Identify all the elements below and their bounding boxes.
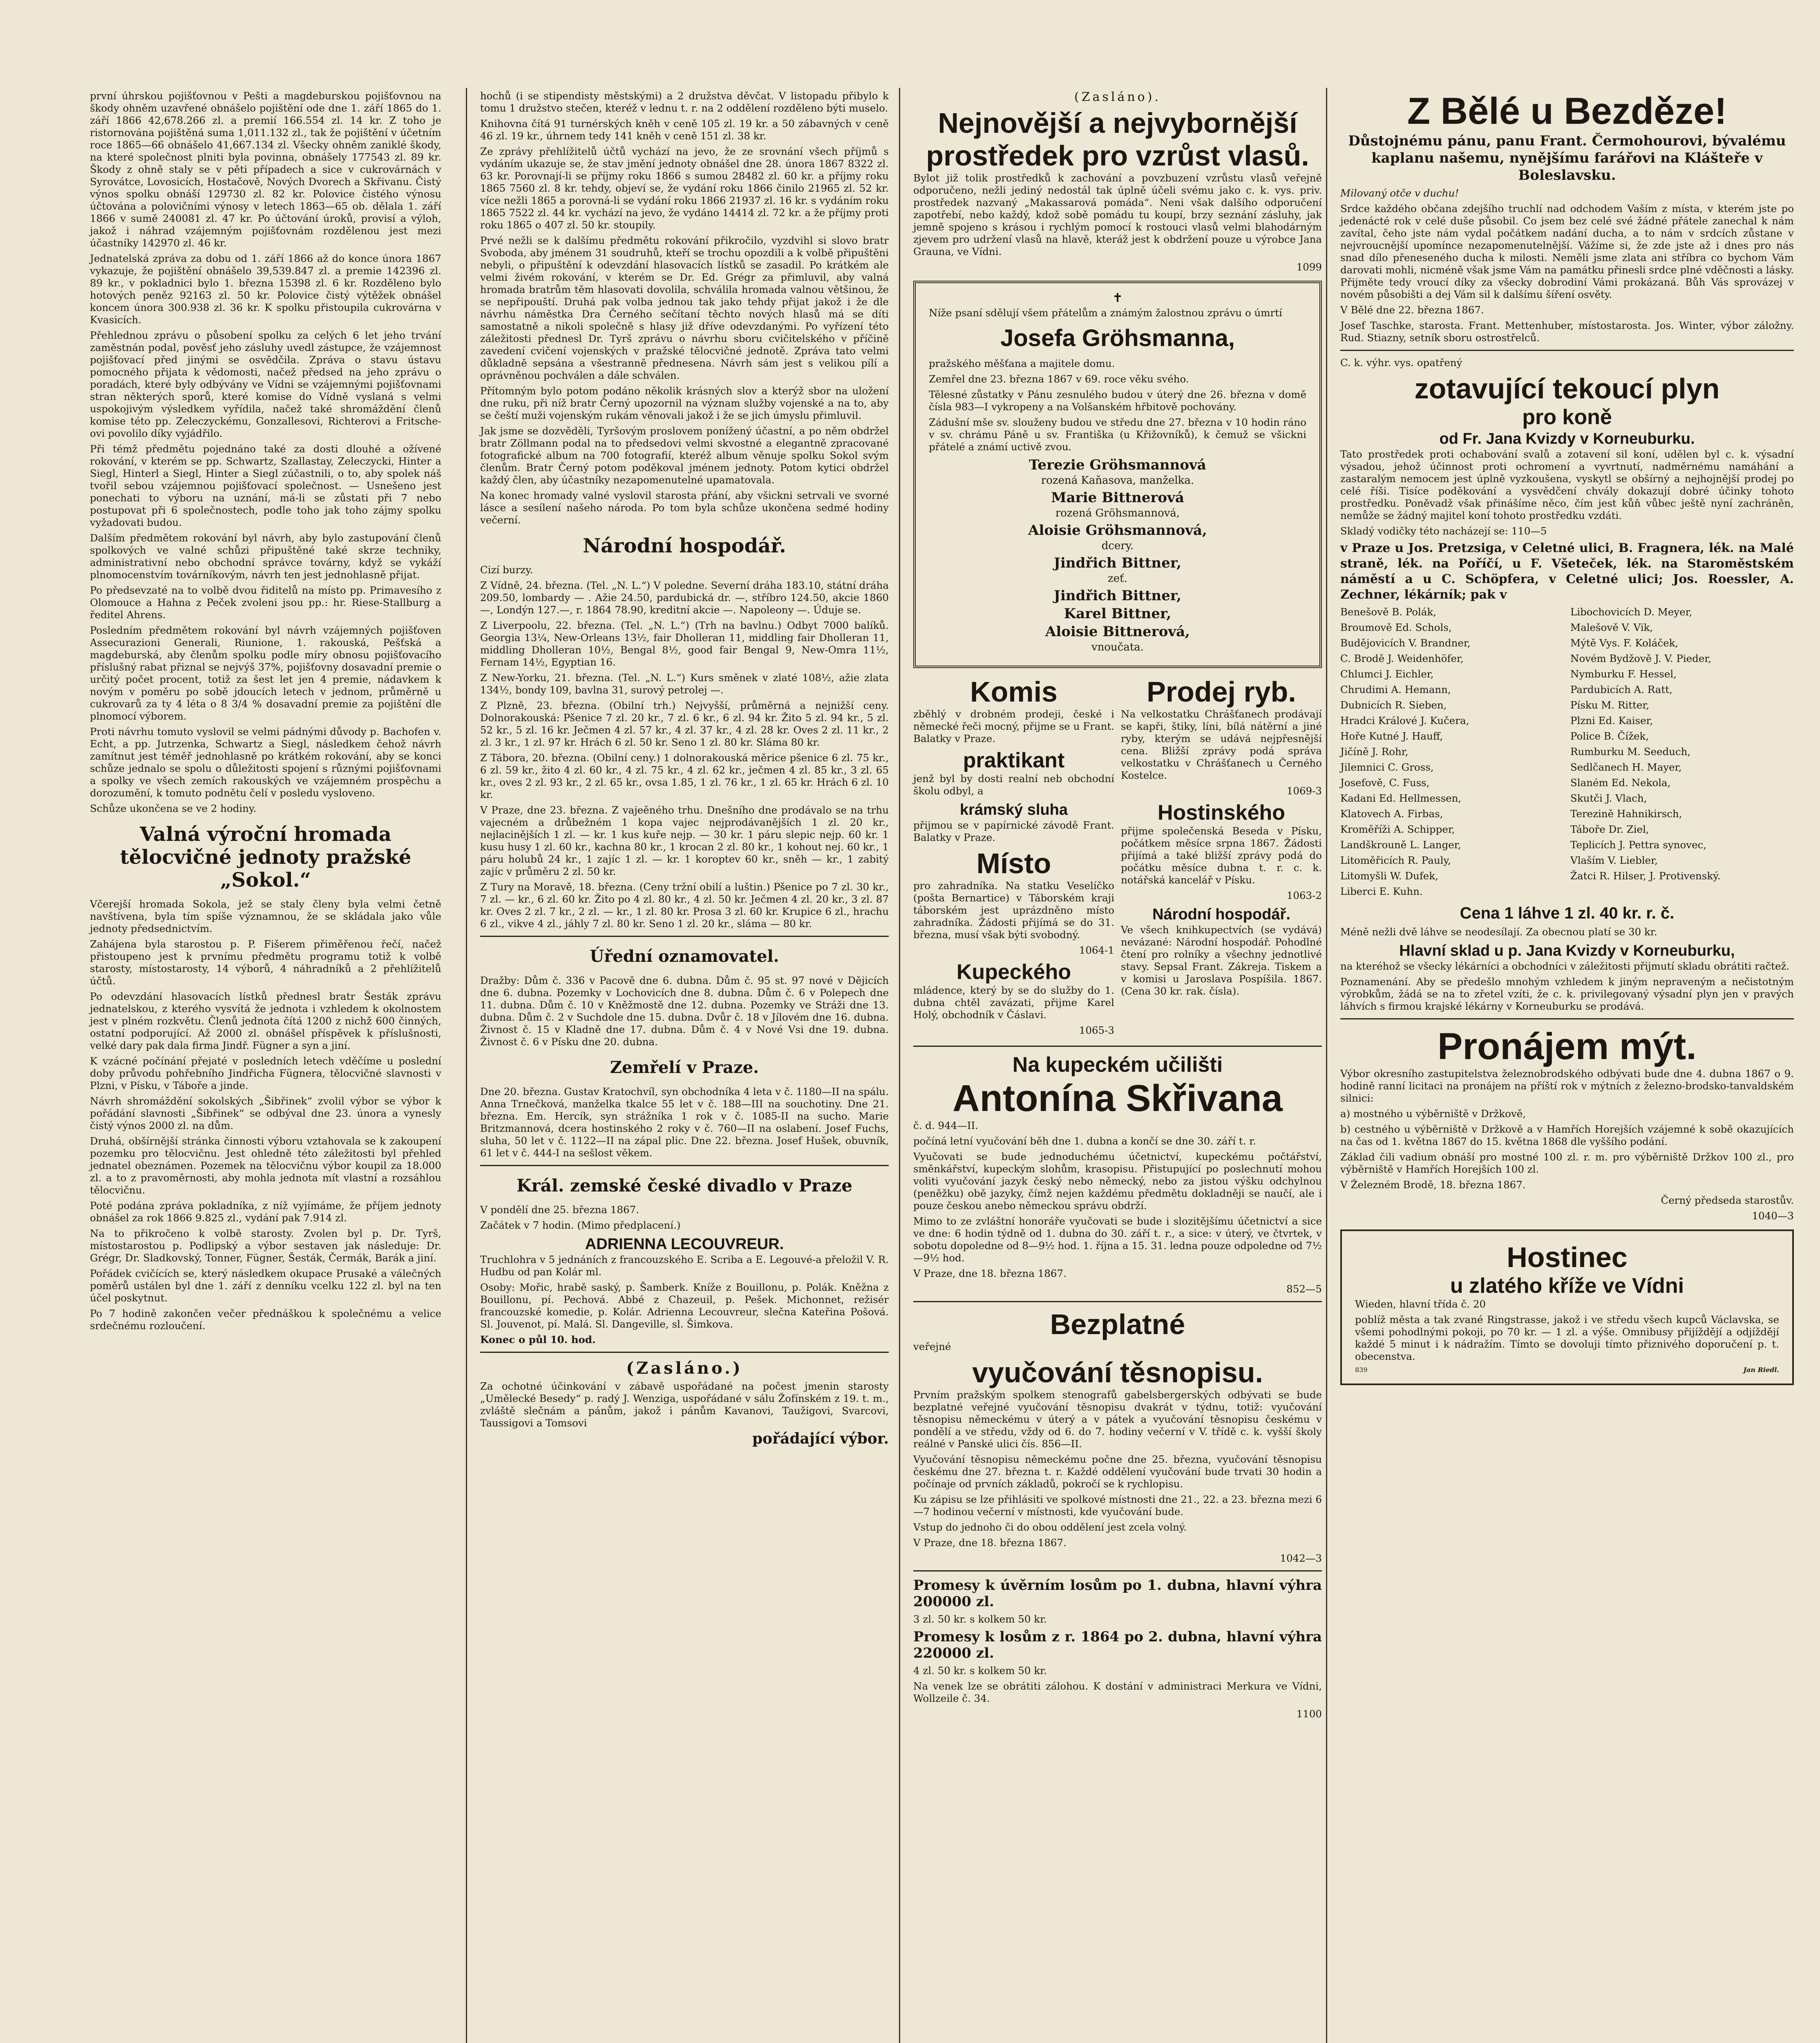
- place-item: C. Brodě J. Weidenhöfer,: [1340, 653, 1464, 664]
- paragraph: Návrh shromáždění sokolských „Šibřinek“ zvolil výbor se výbor k pořádání slavnosti „Šibřinek“ se odbýval dne 23. února a vynesly čistý výnos 2000 zl. na dům.: [90, 1095, 441, 1131]
- place-item: Terezině Hahnikirsch,: [1570, 808, 1682, 820]
- zaslano-signature: pořádající výbor.: [752, 1430, 889, 1447]
- column-rule: [899, 88, 900, 2043]
- paragraph: Po předsevzaté na to volbě dvou řiditelů na místo pp. Primavesího z Olomouce a Hahna z Peček zvoleni jsou pp.: hr. Riese-Stallburg a ředitel Ahrens.: [90, 584, 441, 621]
- misto-text: pro zahradníka. Na statku Veselíčko (pošta Bernartice) v Táborském kraji táborském jest uprázdněno místo zahradníka. Žádosti přijímá se do 31. března, musí však býti svobodný.: [913, 880, 1114, 941]
- place-item: Plzni Ed. Kaiser,: [1570, 715, 1653, 726]
- paragraph: Pořádek cvičících se, který následkem okupace Prusaké a válečných poměrů ustálen byl dne 1. září z denníku vcelku 122 zl. byl na ten účel poskytnut.: [90, 1267, 441, 1304]
- place-item: Nymburku F. Hessel,: [1570, 668, 1677, 680]
- paragraph: Dne 20. března. Gustav Kratochvíl, syn obchodníka 4 leta v č. 1180—II na spálu. Anna Trnečková, manželka tkalce 55 let v č. 188—III na souchotiny. Dne 21. března. Em. Hercík, syn strážníka 1 rok v č. 1085-II na sucho. Marie Britzmannová, dcera hostinského 2 roky v č. 760—II na oslabení. Josef Fuchs, sluha, 50 let v č. 1122—II na zápal plic. Dne 22. března. Josef Hušek, obuvník, 61 let v č. 444-I na sešlost věkem.: [480, 1086, 889, 1159]
- paragraph: Z Vídně, 24. března. (Tel. „N. L.“) V poledne. Severní dráha 183.10, státní dráha 209.50, lombardy — . Ažie 24.50, pardubická dr. —, stříbro 124.50, akcie 1860 —, Londýn 127.—, r. 1864 78.90, kreditní akcie —. Napoleony —. Úduje se.: [480, 579, 889, 616]
- zaslano-label: (Zasláno).: [1074, 90, 1161, 104]
- skola-code: 852—5: [1286, 1283, 1322, 1295]
- paragraph: Knihovna čítá 91 turnérských kněh v ceně 105 zl. 19 kr. a 50 zábavných v ceně 46 zl. 19 kr., úhrnem tedy 141 kněh v ceně 151 zl. 38 kr.: [480, 118, 889, 142]
- family-member: Aloisie Gröhsmannová,: [1028, 522, 1207, 539]
- pronajem-text2: Základ čili vadium obnáší pro mostné 100 zl. r. m. pro výběrniště Držkov 100 zl., pro výběrniště v Hamřích Horejších 100 zl.: [1340, 1151, 1794, 1175]
- plyn-sklad: Hlavní sklad u p. Jana Kvizdy v Korneuburku,: [1399, 942, 1735, 959]
- place-item: Malešově V. Vik,: [1570, 621, 1653, 633]
- divider: [913, 1301, 1322, 1302]
- promesy-2: Promesy k losům z r. 1864 po 2. dubna, hlavní výhra 220000 zl.: [913, 1629, 1322, 1661]
- uredni-heading: Úřední oznamovatel.: [590, 947, 779, 966]
- praktikant-text: jenž byl by dosti realní neb obchodní školu odbyl, a: [913, 773, 1114, 797]
- paragraph: Z Tury na Moravě, 18. března. (Ceny tržní obilí a luštin.) Pšenice po 7 zl. 30 kr., 7 zl. — kr., 6 zl. 60 kr. Žito po 4 zl. 80 kr., 4 zl. 50 kr. Ječmen 4 zl. 20 kr., 3 zl. 87 kr. Oves 2 zl. 7 kr., 2 zl. — kr., 1 zl. 80 kr. Prosa 3 zl. 60 kr. Krupice 6 zl., hrachu 6 zl., vikve 4 zl., jáhly 7 zl. 80 kr. Seno 1 zl. 20 kr., sláma — 80 kr.: [480, 881, 889, 930]
- family-role: rozená Gröhsmannová,: [1055, 507, 1180, 519]
- ads-row: [913, 675, 1322, 1040]
- plyn-sklad2: na kteréhož se všecky lékárníci a obchodníci v záležitosti přijmutí skladu obrátiti račtež.: [1340, 960, 1790, 972]
- family-member: Jindřich Bittner,: [1053, 588, 1182, 604]
- paragraph: Zahájena byla starostou p. P. Fišerem přiměřenou řečí, načež přistoupeno jest k prvnímu předmětu programu totiž k volbě starosty, místostarosty, 14 výborů, 4 náhradníků a 2 přehlížitelů účtů.: [90, 938, 441, 987]
- plyn-cena: Cena 1 láhve 1 zl. 40 kr. r. č.: [1460, 904, 1675, 922]
- hostinec-ad: [1340, 1229, 1794, 1385]
- skola-name: Antonína Skřivana: [952, 1077, 1283, 1119]
- subheading: Cizí burzy.: [480, 564, 533, 576]
- prodej-code: 1069-3: [1286, 785, 1322, 797]
- place-item: Pardubicích A. Ratt,: [1570, 684, 1672, 695]
- steno-code: 1042—3: [1280, 1552, 1322, 1564]
- place-item: Benešově B. Polák,: [1340, 606, 1437, 618]
- komis-title: Komis: [970, 676, 1058, 708]
- cross-icon: [1113, 293, 1122, 302]
- hostinsky-text: přijme společenská Beseda v Písku, počátkem měsíce srpna 1867. Žádosti přijímá a také bližší zprávy podá do počátku měsíce dubna t. r. c. k. notářská kancelář v Písku.: [1121, 825, 1322, 886]
- plyn-places-right: [1570, 606, 1794, 901]
- plyn-title: zotavující tekoucí plyn: [1414, 373, 1720, 405]
- family-member: Karel Bittner,: [1064, 606, 1172, 622]
- paragraph: Prvé nežli se k dalšímu předmětu rokování přikročilo, vyzdvihl si slovo bratr Svoboda, aby jménem 31 soudruhů, kteří se trochu opozdili a k volbě připuštěni nebyli, o připuštění k odevzdání hlasovacích lístků se zasadil. Po krátkém ale velmi živém rokování, v kterém se Dr. Ed. Grégr za přimluvil, aby valná hromada bratrům těm hlasovati dovolila, schválila hromada valnou většinou, že se nepřipouští. Druhá pak volba jednou tak jako tehdy přijat jakož i že dle návrhu náměstka Dra Černého sečítaní těchto nových hlasů má se díti samostatně a nikoli společně s hlasy již dříve odevzdanými. Po vyřízení této záležitosti přednesl Dr. Tyrš zprávu o návrhu sboru cvičitelského v příčině zavedení cvičení vojenských v pražské tělocvičné jednotě. Zpráva tato velmi důkladně sepsána a všestranně přednesena. Návrh sám jest s velikou pílí a oprávněnou pochválen a dále schválen.: [480, 235, 889, 381]
- paragraph: Z Plzně, 23. března. (Obilní trh.) Nejvyšší, průměrná a nejnižší ceny. Dolnorakouská: Pšenice 7 zl. 20 kr., 7 zl. 6 kr., 6 zl. 94 kr. Žito 5 zl. 94 kr., 5 zl. 52 kr., 5 zl. 16 kr. Ječmen 4 zl. 57 kr., 4 zl. 37 kr., 4 zl. 28 kr. Oves 2 zl. 11 kr., 2 zl. 3 kr., 1 zl. 97 kr. Hrách 6 zl. 50 kr. Seno 1 zl. 80 kr. Sláma 80 kr.: [480, 700, 889, 748]
- paragraph: Jednatelská zpráva za dobu od 1. září 1866 až do konce února 1867 vykazuje, že pojištění obnášelo 39,539.847 zl. a premie 142396 zl. 89 kr., v pokladnici bylo 1. března 15398 zl. 6 kr. Rozděleno bylo hotových peněz 92163 zl. 50 kr. Polovice čistý výtěžek obnášel koncem února 300.938 zl. 36 kr. K spolku přistoupila cukrovárna v Kvasicích.: [90, 253, 441, 326]
- divider: [913, 1570, 1322, 1571]
- plyn-places-left: [1340, 606, 1564, 901]
- place-item: Kadani Ed. Hellmessen,: [1340, 792, 1462, 804]
- paragraph: Ze zprávy přehlížitelů účtů vychází na jevo, že ze srovnání všech příjmů s vydáním ukazuje se, že stav jmění jednoty obnášel dne 28. února 1867 8322 zl. 63 kr. Porovnají-li se příjmy roku 1866 s sumou 28482 zl. 60 kr. a příjmy roku 1865 7560 zl. 8 kr. tehdy, objeví se, že vydání roku 1866 činilo 21965 zl. 52 kr. více nežli 1865 a porovná-li se vydání roku 1866 21937 zl. 16 kr. s vydáním roku 1865 7522 zl. 44 kr. vychází na jevo, že vydáno 14414 zl. 72 kr. a že příjmy proti roku 1865 o 407 zl. 50 kr. stoupily.: [480, 145, 889, 231]
- steno-title-a: Bezplatné: [1050, 1308, 1185, 1340]
- place-item: Klatovech A. Firbas,: [1340, 808, 1443, 820]
- place-item: Dubnicích R. Sieben,: [1340, 699, 1447, 711]
- divider: [1340, 1018, 1794, 1019]
- misto-title: Místo: [976, 847, 1051, 879]
- divider: [480, 1352, 889, 1353]
- place-item: Josefově, C. Fuss,: [1340, 777, 1430, 789]
- family-role: vnoučata.: [1091, 641, 1144, 653]
- paragraph: Při témž předmětu pojednáno také za dosti dlouhé a ožívené rokování, v kterém se pp. Schwartz, Szallastay, Zeleczycki, Hinter a Siegl, Hinterl a Siegl, Hinter a Siegl zúčastnili, o to, aby spolek náš tvořil sebou vzájemnou pojišťovací společnost. — Usnešeno jest ponechati to výboru na uznání, má-li se zůstati při 7 nebo postupovat při 6 společnostech, podle toho jak toho zájmy spolku vyžadovati budou.: [90, 443, 441, 528]
- place-item: Vlaším V. Liebler,: [1570, 854, 1658, 866]
- paragraph: Přítomným bylo potom podáno několik krásných slov a kterýž sbor na uložení dne ruku, při níž bratr Černý upozornil na význam služby vojenské a na to, aby se čeští muži vojenským rukám věnovali jakož i že se jich úmyslu přimluvil.: [480, 385, 889, 421]
- hostinec-name: u zlatého kříže ve Vídni: [1450, 1274, 1684, 1298]
- place-item: Litoměřicích R. Pauly,: [1340, 854, 1451, 866]
- family-role: dcery.: [1101, 540, 1134, 552]
- paragraph: Druhá, obšírnější stránka činnosti výboru vztahovala se k zakoupení pozemku pro tělocvičnu. Jest ohledně této záležitosti byl přehled jednatel obeznámen. Pozemek na tělocvičnu výbor koupil za 18.000 zl. a to z pravoměrnosti, aby mohla jednota mít vlastní a rozsáhlou tělocvičnu.: [90, 1135, 441, 1196]
- paragraph: Z New-Yorku, 21. března. (Tel. „N. L.“) Kurs směnek v zlaté 108½, ažie zlata 134½, bondy 109, bavlna 31, surový petrolej —.: [480, 672, 889, 696]
- obituary-role: pražského měšťana a majitele domu.: [929, 358, 1115, 369]
- obituary-mass: Zádušní mše sv. slouženy budou ve středu dne 27. března v 10 hodin ráno v sv. chrámu Páně u sv. Františka (u Křižovníků), k čemuž se všickni přátelé a známí uctivě zvou.: [929, 416, 1306, 453]
- skola-title: Na kupeckém učilišti: [1012, 1053, 1223, 1077]
- steno-title-c: vyučování těsnopisu.: [972, 1357, 1263, 1388]
- paragraph: Z Liverpoolu, 22. března. (Tel. „N. L.“) (Trh na bavlnu.) Odbyt 7000 balíků. Georgia 13¼, New-Orleans 13½, fair Dholleran 11, middling fair Dholleran 11, middling Dholleran 10½, Bengal 8½, good fair Bengal 9, New-Omra 11½, Fernam 14½, Egyptian 16.: [480, 619, 889, 668]
- paragraph: Dražby: Dům č. 336 v Pacově dne 6. dubna. Dům č. 95 st. 97 nové v Dějicích dne 6. dubna. Pozemky v Lochovicích dne 8. dubna. Dům č. 6 v Polepech dne 11. dubna. Dům č. 10 v Kněžmostě dne 12. dubna. Pozemky ve Stráži dne 13. dubna. Dům č. 2 v Suchdole dne 15. dubna. Dvůr č. 18 v Jílovém dne 16. dubna. Živnost č. 15 v Kladně dne 17. dubna. Dům č. 4 v Nové Vsi dne 19. dubna. Živnost č. 6 v Písku dne 20. dubna.: [480, 975, 889, 1048]
- divider: [1340, 350, 1794, 351]
- plyn-for: pro koně: [1522, 405, 1612, 429]
- bele-sub: Důstojnému pánu, panu Frant. Čermohourovi, bývalému kaplanu našemu, nynějšímu farářovi na Klášteře v Boleslavsku.: [1348, 133, 1786, 183]
- skola-body: Vyučovati se bude jednoduchému účetnictví, kupeckému počtářství, směnkářství, kupeckým slohům, krasopisu. Přistupující po poslechnutí mohou voliti vyučování jazyk český nebo německý, nebo za jistou výšku odchylnou (peněžku) obě jazyky, čímž nejen každému předmětu dokladněji se naučí, ale i pouze českou anebo německou správu obdrží.: [913, 1151, 1322, 1211]
- divadlo-heading: Král. zemské české divadlo v Praze: [516, 1176, 852, 1196]
- divadlo-date: V pondělí dne 25. března 1867.: [480, 1204, 639, 1216]
- plyn-who: od Fr. Jana Kvizdy v Korneuburku.: [1439, 430, 1695, 447]
- divadlo-info: Začátek v 7 hodin. (Mimo předplacení.): [480, 1219, 681, 1231]
- kupecky-text: mládence, který by se do služby do 1. dubna chtěl zavázati, přijme Karel Holý, obchodník v Čáslavi.: [913, 984, 1114, 1021]
- family-role: zeť.: [1108, 572, 1127, 585]
- skola-open: počíná letní vyučování běh dne 1. dubna a končí se dne 30. září t. r.: [913, 1135, 1257, 1147]
- pronajem-title: Pronájem mýt.: [1438, 1026, 1697, 1067]
- place-item: Skutči J. Vlach,: [1570, 792, 1647, 804]
- steno-title-b: veřejné: [913, 1341, 951, 1352]
- paragraph: Jak jsme se dozvěděli, Tyršovým proslovem ponížený účastní, a po něm obdržel bratr Zöllmann podal na to předsedovi velmi skvostné a elegantně zpracované fotografické album na 700 fotografií, kteréž album věnuje spolku Sokol svým členům. Bratr Černý potom poděkoval jménem jednoty. Potom kytici obdržel každý člen, aby účastníky nezapomenutelné upamatovala.: [480, 425, 889, 486]
- place-item: Žatci R. Hilser, J. Protivenský.: [1570, 870, 1721, 882]
- column-3: [909, 90, 1326, 2043]
- column-rule: [1326, 88, 1327, 2043]
- prodej-ad: [1121, 675, 1322, 1040]
- plyn-praha: v Praze u Jos. Pretzsiga, v Celetné ulici, B. Fragnera, lék. na Malé straně, lék. na Poříčí, u F. Všeteček, lék. na Staroměstském náměstí a u C. Schöpfera, v Celetné ulici; Jos. Roessler, A. Zechner, lékárník; pak v: [1340, 541, 1794, 602]
- place-item: Novém Bydžově J. V. Pieder,: [1570, 653, 1712, 664]
- bele-title: Z Bělé u Bezděze!: [1407, 90, 1727, 132]
- steno-body2: Vyučování těsnopisu německému počne dne 25. března, vyučování těsnopisu českému dne 27. března t. r. Každé oddělení vyučování bude trvati 30 hodin a počínaje od prvních základů, pokročí se k rychlopisu.: [913, 1453, 1322, 1490]
- obituary-body: Tělesné zůstatky v Pánu zesnulého budou v úterý dne 26. března v domě čísla 983—I vykropeny a na Volšanském hřbitově pochovány.: [929, 389, 1306, 413]
- prodej-text: Na velkostatku Chrášťanech prodávají se kapři, štiky, líni, bílá nátěrní a jiné ryby, kterým se udává nejpřesnější cena. Bližší zprávy podá správa velkostatku v Chrášťanech u Černého Kostelce.: [1121, 708, 1322, 781]
- bele-date: V Bělé dne 22. března 1867.: [1340, 304, 1484, 316]
- place-item: Chlumci J. Eichler,: [1340, 668, 1434, 680]
- skola-fees: Mimo to ze zvláštní honoráře vyučovati se bude i slozitějšímu účetnictví a sice ve dne: 6 hodin týdně od 1. dubna do 30. září t. r., a sice: v úterý, ve čtvrtek, v sobotu dopoledne od 8—9½ hod. 1. října a 15. 31. ledna pouze odpoledne od 7½—9½ hod.: [913, 1215, 1322, 1264]
- hostinec-text: poblíž města a tak zvané Ringstrasse, jakož i ve středu všech kupců Václavska, se všemi pohodlnými pokoji, po 70 kr. — 1 zl. a výše. Omnibusy přijíždějí a odjíždějí každé 5 minut i k nádražím. Tímto se dovoluji tímto přiznivého doporučení p. t. obecenstva.: [1355, 1314, 1779, 1362]
- place-item: Jičíně J. Rohr,: [1340, 746, 1409, 758]
- place-item: Táboře Dr. Ziel,: [1570, 823, 1649, 835]
- divider: [913, 1046, 1322, 1047]
- sluha-text: přijmou se v papírnické závodě Frant. Balatky v Praze.: [913, 819, 1114, 843]
- obituary-date: Zemřel dne 23. března 1867 v 69. roce věku svého.: [929, 373, 1189, 385]
- paragraph: Schůze ukončena se ve 2 hodiny.: [90, 802, 257, 814]
- place-item: Sedlčanech H. Mayer,: [1570, 761, 1682, 773]
- komis-ad: [913, 675, 1114, 1040]
- paragraph: první úhrskou pojišťovnou v Pešti a magdeburskou pojišťovnou na škody ohněm uzavřené obnášelo pojištění ode dne 1. září 1865 do 1. září 1866 42,678.266 zl. a premií 166.554 zl. 14 kr. Z toho je ristornována pojištěná suma 1,011.132 zl., tak že pojištění v účetním roce 1865—66 obnášelo 41,667.134 zl. Všecky ohněm zaniklé škody, na které společnost plniti byla povinna, obnášely 177543 zl. 89 kr. Škody z ohně staly se v pěti případech a sice v cukrovárnách v Syrovátce, Lovosicích, Hostačově, Nových Dvorech a Skřivanu. Čistý výnos spolku obnáší 129730 zl. 82 kr. Polovice čistého výnosu účtována a polovičními výnosy v letech 1863—65 ob. dělala 1. září 1866 v sumě 240081 zl. 47 kr. Po účtování úroků, provisí a výloh, jakož i náhrad vzájemným pojišťovnám rozdělenou jest mezi účastníky 142970 zl. 46 kr.: [90, 90, 441, 249]
- paragraph: Za ochotné účinkování v zábavě uspořádané na počest jmenin starosty „Umělecké Besedy“ p. radý J. Wenziga, uspořádané v sálu Žofínském z 19. t. m., zvláště slečnám a pánům, jakož i pánům Kavanovi, Taužigovi, Svarcovi, Taussigovi a Tomsovi: [480, 1380, 889, 1429]
- komis-text: zběhlý v drobném prodeji, české i německé řeči mocný, přijme se u Frant. Balatky v Praze.: [913, 708, 1114, 744]
- plyn-cena2: Méně nežli dvě láhve se neodesílají. Za obecnou platí se 30 kr.: [1340, 926, 1657, 938]
- hostinsky-code: 1063-2: [1286, 890, 1322, 901]
- pronajem-item: a) mostného u výběrniště v Držkově,: [1340, 1108, 1526, 1120]
- place-item: Police B. Čížek,: [1570, 730, 1649, 742]
- family-member: Aloisie Bittnerová,: [1045, 624, 1190, 640]
- obituary-intro: Níže psaní sdělují všem přátelům a známým žalostnou zprávu o úmrtí: [929, 307, 1282, 319]
- steno-body4: Vstup do jednoho či do obou oddělení jest zcela volný.: [913, 1521, 1187, 1533]
- paragraph: Proti návrhu tomuto vyslovil se velmi pádnými důvody p. Bachofen v. Echt, a pp. Jutrzenka, Schwartz a Siegl, následkem čehož návrh zamítnut jest téměř jednohlasně po krátkém rokování, aby se konci schůze jednalo se spolu o důležitosti spojení s různými pojišťovnami a spolky ve všech zemích rakouských ve vzájemném prospěchu a dorozumění, k tomuto podnětu čelí v posledu vysloveno.: [90, 726, 441, 799]
- praktikant-title: praktikant: [963, 749, 1065, 772]
- sluha-title: krámský sluha: [959, 801, 1068, 818]
- promesy-code: 1100: [1296, 1708, 1322, 1720]
- paragraph: Včerejší hromada Sokola, jež se staly členy byla velmi četně navštívena, byla tím spíše významnou, že se skládala jako vůle jednoty předsednictvím.: [90, 898, 441, 934]
- pronajem-date: V Železném Brodě, 18. března 1867.: [1340, 1179, 1526, 1191]
- np2-title: Národní hospodář.: [1152, 906, 1290, 923]
- obituary-name: Josefa Gröhsmanna,: [1000, 325, 1235, 351]
- pronajem-sign: Černý předseda starostův.: [1661, 1194, 1794, 1206]
- paragraph: Přehlednou zprávu o působení spolku za celých 6 let jeho trvání zaměstnán podal, pověsť jeho zásluhy uvedl zástupce, že vzájemnost pojišťovací před jinými se osvědčila. Zpráva o stavu ústavu pomocného přijata k vědomosti, načež předsed na jeho zprávu o poradách, které byly odbývány ve Vídni se vzájemnými pojišťovnami stran některých sporů, které komise do Vídně vyslaná s velmi uspokojivým výsledkem vyřídila, načež také shromáždění členů komise této pp. Zeleczyckému, Gonzallesovi, Richterovi a Fritsche-ovi povolilo díky vyjádřilo.: [90, 329, 441, 439]
- hair-ad-code: 1099: [1296, 261, 1322, 273]
- place-item: Budějovicích V. Brandner,: [1340, 637, 1471, 649]
- column-2: [476, 90, 893, 2043]
- paragraph: Na konec hromady valné vyslovil starosta přání, aby všickni setrvali ve svorné lásce a sesílení našeho národa. Po tom byla schůze ukončena sedmé hodiny večerní.: [480, 490, 889, 526]
- promesy-tail: Na venek lze se obrátiti zálohou. K dostání v administraci Merkura ve Vídni, Wollzeile č. 34.: [913, 1680, 1322, 1704]
- divider: [480, 1165, 889, 1166]
- bele-sign: Josef Taschke, starosta. Frant. Mettenhuber, místostarosta. Jos. Winter, výbor záložny. Rud. Stiazny, setník sboru ostrostřelců.: [1340, 320, 1794, 344]
- hostinsky-title: Hostinského: [1157, 801, 1286, 825]
- paragraph: Poté podána zpráva pokladníka, z níž vyjímáme, že příjem jednoty obnášel za rok 1866 9.825 zl., vydání pak 7.914 zl.: [90, 1200, 441, 1224]
- place-item: Hradci Králové J. Kučera,: [1340, 715, 1469, 726]
- hair-ad-title: Nejnovější a nejvybornější prostředek pro vzrůst vlasů.: [926, 107, 1309, 172]
- hostinec-footer: [1355, 1366, 1779, 1374]
- promesy-price-1: 3 zl. 50 kr. s kolkem 50 kr.: [913, 1613, 1047, 1625]
- steno-body3: Ku zápisu se lze přihlásiti ve spolkové místnosti dne 21., 22. a 23. března mezi 6—7 hodinou večerní v místnosti, kde vyučování bude.: [913, 1493, 1322, 1518]
- bele-text: Srdce každého občana zdejšího truchlí nad odchodem Vaším z místa, v kterém jste po jedenácté rok v celé duše působil. Co jsem bez celé své žádné přátele zanechal k nám zavítal, čeho jste nám vydal počátkem nadání ducha, a to nám v srdcích zůstane v nejvroucnější upomínce nezapomenutelnější. Vážíme si, že zde jste až i dnes pro nás snad dílo přeneseného ducha k milosti. Neměli jsme zlata ani stříbra co bychom Vám darovati mohli, nicméně však jsme Vám na památku přinesli srdce plné vděčnosti a lásky. Přijměte tedy vroucí díky za všecky dobrodiní Vámi prokázaná. Bůh Vás sprovázej v novém působišti a dej Vám sil k dalšímu šíření osvěty.: [1340, 203, 1794, 300]
- paragraph: Po odevzdání hlasovacích lístků přednesl bratr Šesták zprávu jednatelskou, z kterého vysvítá že jednota i vzhledem k okolnostem jest v plném rozkvětu. Členů jednota čítá 1200 z nichž 600 činných, ostatní podporující. Až 2000 zl. obnášel příspěvek k příslušnosti, velké dary pak dala firma Jindř. Fügner a syn a jiní.: [90, 990, 441, 1051]
- paragraph: Na to přikročeno k volbě starosty. Zvolen byl p. Dr. Tyrš, místostarostou p. Podlipský a výbor sestaven jak následuje: Dr. Grégr, Dr. Sladkovský, Tonner, Fügner, Šesták, Čermák, Barák a jiní.: [90, 1227, 441, 1264]
- paragraph: V Praze, dne 23. března. Z vajeěného trhu. Dnešního dne prodávalo se na trhu vajecném a drůbežném 1 kopa vajec nejprodávanějších 1 zl. 20 kr., nejlacinějších 1 zl. — kr. 1 kus kuře nejp. — 30 kr. 1 páru slepic nejp. 60 kr. 1 kusu husy 1 zl. 60 kr., kachna 80 kr., 1 krocan 2 zl. 80 kr., 1 kohout nej. 60 kr., 1 páru holubů 24 kr., 1 zajíc 1 zl. — kr. 1 koroptev 60 kr., sněh — kr., 1 zabitý zajíc v průměru 2 zl. 50 kr.: [480, 804, 889, 877]
- paragraph: Po 7 hodině zakončen večer přednáškou k společnému a velice srdečnému rozloučení.: [90, 1308, 441, 1332]
- place-item: Landškrouně L. Langer,: [1340, 839, 1461, 851]
- place-item: Jilemnici C. Gross,: [1340, 761, 1434, 773]
- plyn-pre: C. k. výhr. vys. opatřený: [1340, 357, 1462, 369]
- divadlo-cast: Osoby: Mořic, hrabě saský, p. Šamberk. Kníže z Bouillonu, p. Polák. Kněžna z Bouillonu, pí. Pechová. Abbé z Chazeuil, p. Pešek. Michonnet, režisér francouzské komedie, p. Kolár. Adrienna Lecouvreur, slečna Kateřina Pošová. Sl. Jouvenot, pí. Malá. Sl. Dangeville, sl. Šimkova.: [480, 1281, 889, 1330]
- pronajem-item: b) cestného u výběrniště v Držkově a v Hamřích Horejších vzájemné k sobě okazujících na čas od 1. května 1867 do 15. května 1868 dle vyššího podání.: [1340, 1123, 1794, 1147]
- bele-greet: Milovaný otče v duchu!: [1340, 187, 1459, 199]
- kupecky-code: 1065-3: [1079, 1024, 1114, 1036]
- np2-text: Ve všech knihkupectvích (se vydává) nevázané: Národní hospodář. Pohodlné čtení pro rolníky a všechny jednotlivé stavy. Sepsal Frant. Zákreja. Tiskem a v komisi u Jaroslava Pospíšila. 1867. (Cena 30 kr. rak. čísla).: [1121, 924, 1322, 997]
- column-rule: [466, 88, 467, 2043]
- skola-end: V Praze, dne 18. března 1867.: [913, 1267, 1067, 1279]
- zaslano-heading: (Zasláno.): [626, 1359, 743, 1378]
- column-1: [86, 90, 445, 2043]
- hair-ad-text: Bylot již tolik prostředků k zachování a povzbuzení vzrůstu vlasů veřejně odporučeno, nežli jediný nedostál tak úplně účeli svému jako c. k. vys. priv. prostředek nazvaný „Makassarová pomáda“. Neni však dalšího odporučení zapotřebí, nebo každý, kdož sobě pomádu tu koupí, brzy seznání zásluhy, jak jemně spojeno s krásou i rychlým pomocí k rostouci vlasů velmi blahodárným zjevem pro udržení vlasů na hlavě, kteráž jest k obdržení pouze u výrobce Jana Grauna, ve Vídni.: [913, 172, 1322, 257]
- pronajem-code: 1040—3: [1752, 1210, 1794, 1222]
- column-4: [1336, 90, 1798, 2043]
- sokol-heading: Valná výroční hromada tělocvičné jednoty pražské „Sokol.“: [120, 823, 411, 892]
- kupecky-title: Kupeckého: [956, 960, 1071, 984]
- promesy-1: Promesy k úvěrním losům po 1. dubna, hlavní výhra 200000 zl.: [913, 1577, 1322, 1610]
- paragraph: K vzácné počínání přejaté v posledních letech vděčíme u poslední doby průvodu pohřebního Jindřicha Fügnera, tělocvičné slavnosti v Plzni, v Písku, v Táboře a jinde.: [90, 1055, 441, 1091]
- hostinec-code: 839: [1355, 1366, 1368, 1374]
- place-item: Litomyšli W. Dufek,: [1340, 870, 1438, 882]
- pronajem-text: Výbor okresního zastupitelstva železnobrodského odbývati bude dne 4. dubna 1867 o 9. hodině ranní licitaci na pronájem na příští rok v mýtních z železno-brodsko-tanvaldském silnici:: [1340, 1068, 1794, 1104]
- prodej-title: Prodej ryb.: [1147, 676, 1296, 708]
- zemreli-heading: Zemřelí v Praze.: [610, 1058, 759, 1077]
- paragraph: hochů (i se stipendisty městskými) a 2 družstva děvčat. V listopadu přibylo k tomu 1 družstvo stečen, kteréž v lednu t. r. na 2 oddělení rozděleno býti muselo.: [480, 90, 889, 114]
- promesy-price-2: 4 zl. 50 kr. s kolkem 50 kr.: [913, 1665, 1047, 1676]
- paragraph: Z Tábora, 20. března. (Obilní ceny.) 1 dolnorakouská měrice pšenice 6 zl. 75 kr., 6 zl. 59 kr., žito 4 zl. 60 kr., 4 zl. 75 kr., 4 zl. 62 kr., ječmen 4 zl. 85 kr., 3 zl. 65 kr., oves 2 zl. 93 kr., 2 zl. 65 kr., ovsa 1.85, 1 zl. 76 kr., 1 zl. 65 kr. Hrách 6 zl. 10 kr.: [480, 752, 889, 800]
- divadlo-end: Konec o půl 10. hod.: [480, 1334, 596, 1346]
- family-member: Marie Bittnerová: [1051, 490, 1184, 506]
- place-item: Libochovicích D. Meyer,: [1570, 606, 1693, 618]
- narodni-hospodar-heading: Národní hospodář.: [583, 534, 786, 557]
- hostinec-title: Hostinec: [1507, 1241, 1628, 1273]
- obituary: [913, 281, 1322, 668]
- place-item: Kroměříži A. Schipper,: [1340, 823, 1455, 835]
- paragraph: Dalším předmětem rokování byl návrh, aby bylo zastupování členů spolkových ve valné schůzi připuštěné také skrze techniky, administrativní nebo obchodní správce továrny, když se vykáží plnomocenstvím továrníkovým, návrh ten jest jednohlasně přijat.: [90, 532, 441, 581]
- paragraph: Posledním předmětem rokování byl návrh vzájemných pojišťoven Assecurazioni Generali, Riunione, 1. rakouská, Pešťská a magdeburská, aby členům spolku podle míry obnosu pojišťovacího příslušný rabat přiznal se nejvýš 37%, pojišťovny dosavadní premie o určitý počet procent, totiž za šest let jen 4 premie, nádavkem k novým v poměru po sobě jdoucích letech v jednom, průměrně u cukrovarů za ty 4 léta o 8 3/4 % dosavadní premie za pojištění dle plnomocí výborem.: [90, 624, 441, 722]
- hostinec-addr: Wieden, hlavní třída č. 20: [1355, 1298, 1486, 1310]
- hostinec-sign: Jan Riedl.: [1743, 1366, 1779, 1374]
- place-item: Hoře Kutné J. Hauff,: [1340, 730, 1443, 742]
- plyn-places: [1340, 606, 1794, 901]
- steno-body: Prvním pražským spolkem stenografů gabelsbergerských odbývati se bude bezplatné veřejné vyučování těsnopisu dvakrát v týdnu, totiž: vyučování těsnopisu německému v úterý a v pátek a vyučování těsnopisu českému v pondělí a ve středu, vždy od 6. do 7. hodiny večerní v V. třídě c. k. vyšší školy reálné v Panské ulici čís. 856—II.: [913, 1389, 1322, 1450]
- plyn-text: Tato prostředek proti ochabování svalů a zotavení sil koní, udělen byl c. k. výsadní výsadou, jehož účinnost proti ochromení a vyvrtnutí, nadměrnému namáhání a zastaralým nemocem jest úplně vyzkoušena, vyskytl se obšírný a nejhojnější prodej po celé říši. Tisíce poděkování a vysvědčení chvály dokazují dobré účinky tohoto prostředku. Poněvadž však přinášíme něco, čím jest kůň vůbec ještě nyní zachráněn, nemůže se žádný majitel koní tohoto prostředku vzdáti.: [1340, 448, 1794, 521]
- place-item: Mýtě Vys. F. Koláček,: [1570, 637, 1679, 649]
- family-member: Jindřich Bittner,: [1053, 555, 1182, 571]
- family-role: rozená Kaňasova, manželka.: [1041, 474, 1194, 487]
- plyn-pozn: Poznamenání. Aby se předešlo mnohým vzhledem k jiným nepraveným a nečistotným výrobkům, žádá se na to zřetel vzíti, že c. k. privilegovaný výsadní plyn jen v pravých láhvích s firmou krajské lékárny v Korneuburku se prodává.: [1340, 976, 1794, 1012]
- divider: [480, 936, 889, 937]
- place-item: Teplicích J. Pettra synovec,: [1570, 839, 1707, 851]
- place-item: Broumově Ed. Schols,: [1340, 621, 1452, 633]
- place-item: Chrudimi A. Hemann,: [1340, 684, 1451, 695]
- place-item: Písku M. Ritter,: [1570, 699, 1650, 711]
- family-member: Terezie Gröhsmannová: [1029, 457, 1206, 473]
- place-item: Liberci E. Kuhn.: [1340, 885, 1423, 897]
- place-item: Slaném Ed. Nekola,: [1570, 777, 1671, 789]
- skola-addr: č. d. 944—II.: [913, 1120, 978, 1131]
- divadlo-play: ADRIENNA LECOUVREUR.: [585, 1236, 784, 1253]
- divadlo-desc: Truchlohra v 5 jednáních z francouzského E. Scriba a E. Legouvé-a přeložil V. R. Hudbu od pan Kolár ml.: [480, 1254, 889, 1278]
- plyn-price: Skladý vodičky této nacházejí se: 110—5: [1340, 525, 1547, 537]
- misto-code: 1064-1: [1079, 944, 1114, 956]
- steno-end: V Praze, dne 18. března 1867.: [913, 1537, 1067, 1549]
- place-item: Rumburku M. Seeduch,: [1570, 746, 1691, 758]
